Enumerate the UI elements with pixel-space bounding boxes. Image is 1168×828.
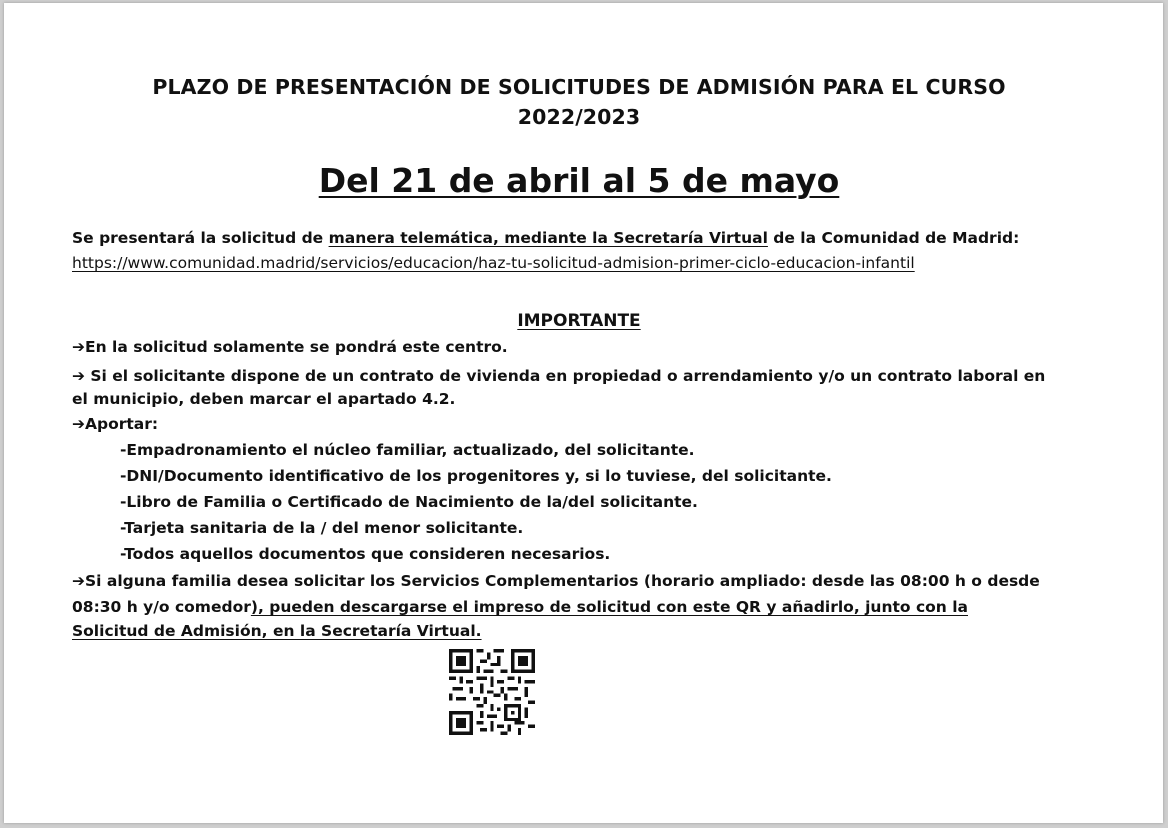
bullet-text: En la solicitud solamente se pondrá este centro. xyxy=(85,338,508,356)
important-heading: IMPORTANTE xyxy=(517,311,641,331)
doc-item: -Tarjeta sanitaria de la / del menor solicitante. xyxy=(120,519,524,537)
doc-item: -DNI/Documento identificativo de los progenitores y, si lo tuviese, del solicitante. xyxy=(120,467,832,485)
intro-part1: Se presentará la solicitud de xyxy=(72,229,329,247)
intro-part3: de la Comunidad de Madrid: xyxy=(767,229,1020,247)
bullet-continuation: Solicitud de Admisión, en la Secretaría Virtual. xyxy=(72,622,482,640)
bullet-text-b: ), pueden descargarse el impreso de solicitud con este QR y añadirlo, junto con la xyxy=(250,598,968,616)
bullet-continuation: el municipio, deben marcar el apartado 4.2. xyxy=(72,390,456,408)
bullet-text: Si el solicitante dispone de un contrato de vivienda en propiedad o arrendamiento y/o un contrato laboral en xyxy=(85,367,1046,385)
bullet-item xyxy=(72,367,1045,385)
arrow-right-icon: ➔ xyxy=(72,572,85,590)
bullet-item xyxy=(72,572,1040,590)
arrow-right-icon: ➔ xyxy=(72,415,85,433)
arrow-right-icon: ➔ xyxy=(72,367,85,385)
qr-code-icon[interactable] xyxy=(449,649,535,735)
bullet-continuation xyxy=(72,598,968,616)
doc-item: -Todos aquellos documentos que consideren necesarios. xyxy=(120,545,611,563)
arrow-right-icon: ➔ xyxy=(72,338,85,356)
intro-paragraph xyxy=(72,229,1019,247)
bullet-text: Si alguna familia desea solicitar los Servicios Complementarios (horario ampliado: desde las 08:00 h o desde xyxy=(85,572,1040,590)
deadline-dates-text: Del 21 de abril al 5 de mayo xyxy=(318,161,840,200)
doc-item: -Empadronamiento el núcleo familiar, actualizado, del solicitante. xyxy=(120,441,695,459)
bullet-text: Aportar: xyxy=(85,415,159,433)
document-page xyxy=(4,3,1163,823)
bullet-text-a: 08:30 h y/o comedor xyxy=(72,598,251,616)
doc-item: -Libro de Familia o Certificado de Nacimiento de la/del solicitante. xyxy=(120,493,698,511)
document-title-year: 2022/2023 xyxy=(517,105,641,129)
bullet-item xyxy=(72,415,158,433)
intro-underlined: manera telemática, mediante la Secretaría Virtual xyxy=(328,229,768,247)
document-title: PLAZO DE PRESENTACIÓN DE SOLICITUDES DE ADMISIÓN PARA EL CURSO xyxy=(152,75,1006,99)
bullet-item xyxy=(72,338,508,356)
deadline-dates xyxy=(4,161,1154,200)
application-link[interactable]: https://www.comunidad.madrid/servicios/educacion/haz-tu-solicitud-admision-primer-ciclo-educacion-infantil xyxy=(72,254,915,272)
